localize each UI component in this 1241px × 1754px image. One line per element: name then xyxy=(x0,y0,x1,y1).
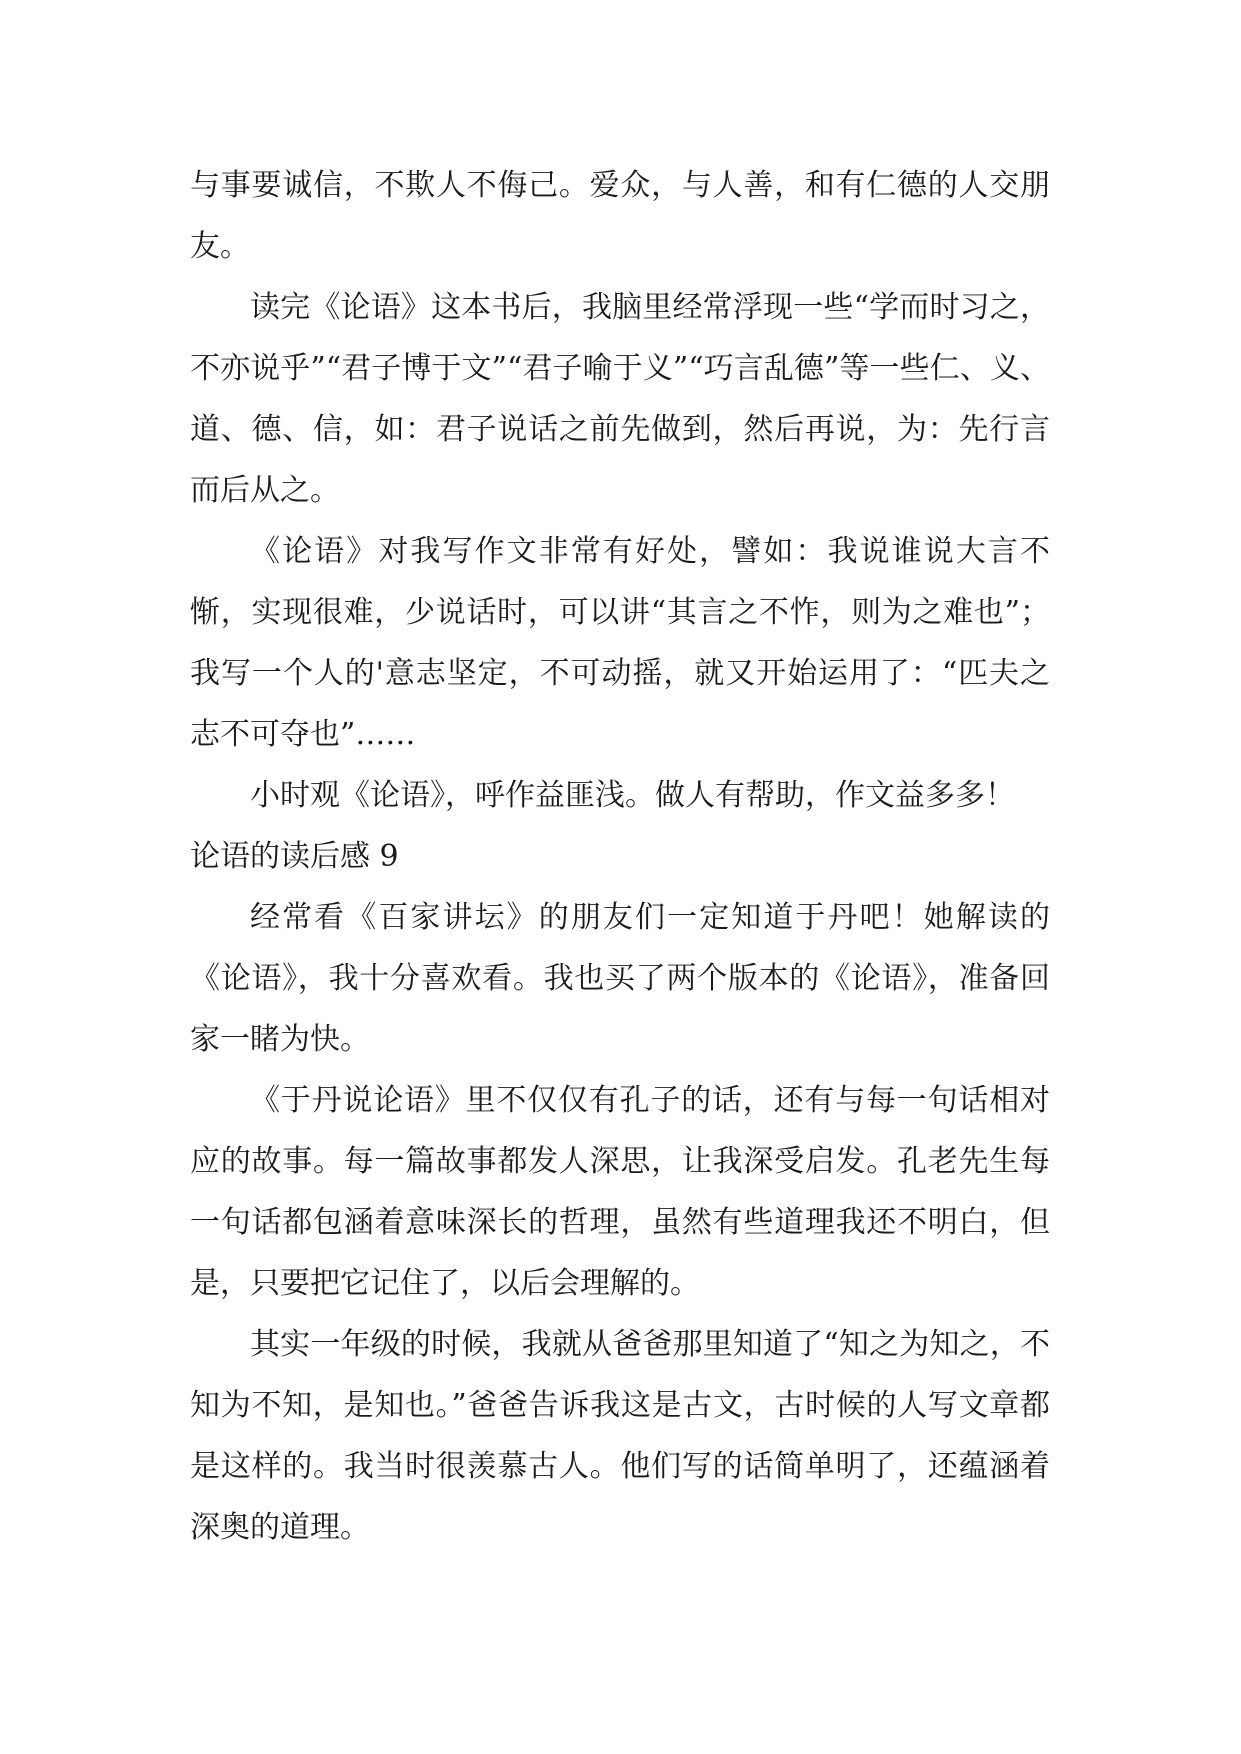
paragraph-3: 《论语》对我写作文非常有好处，譬如：我说谁说大言不惭，实现很难，少说话时，可以讲“其言之不怍，则为之难也”；我写一个人的'意志坚定，不可动摇，就又开始运用了：“匹夫之志不可夺也”…… xyxy=(190,534,1050,752)
paragraph-2: 读完《论语》这本书后，我脑里经常浮现一些“学而时习之，不亦说乎”“君子博于文”“君子喻于义”“巧言乱德”等一些仁、义、道、德、信，如：君子说话之前先做到，然后再说，为：先行言而后从之。 xyxy=(190,290,1050,508)
paragraph-5: 经常看《百家讲坛》的朋友们一定知道于丹吧！她解读的《论语》，我十分喜欢看。我也买了两个版本的《论语》，准备回家一睹为快。 xyxy=(190,900,1050,1057)
paragraph-6: 《于丹说论语》里不仅仅有孔子的话，还有与每一句话相对应的故事。每一篇故事都发人深思，让我深受启发。孔老先生每一句话都包涵着意味深长的哲理，虽然有些道理我还不明白，但是，只要把它记住了，以后会理解的。 xyxy=(190,1083,1050,1301)
paragraph-4: 小时观《论语》，呼作益匪浅。做人有帮助，作文益多多！ xyxy=(250,778,1015,813)
paragraph-1: 与事要诚信，不欺人不侮己。爱众，与人善，和有仁德的人交朋友。 xyxy=(190,168,1050,264)
section-heading: 论语的读后感 9 xyxy=(190,839,399,874)
document-body xyxy=(190,155,1050,1558)
paragraph-7: 其实一年级的时候，我就从爸爸那里知道了“知之为知之，不知为不知，是知也。”爸爸告诉我这是古文，古时候的人写文章都是这样的。我当时很羡慕古人。他们写的话简单明了，还蕴涵着深奥的道理。 xyxy=(190,1327,1050,1545)
